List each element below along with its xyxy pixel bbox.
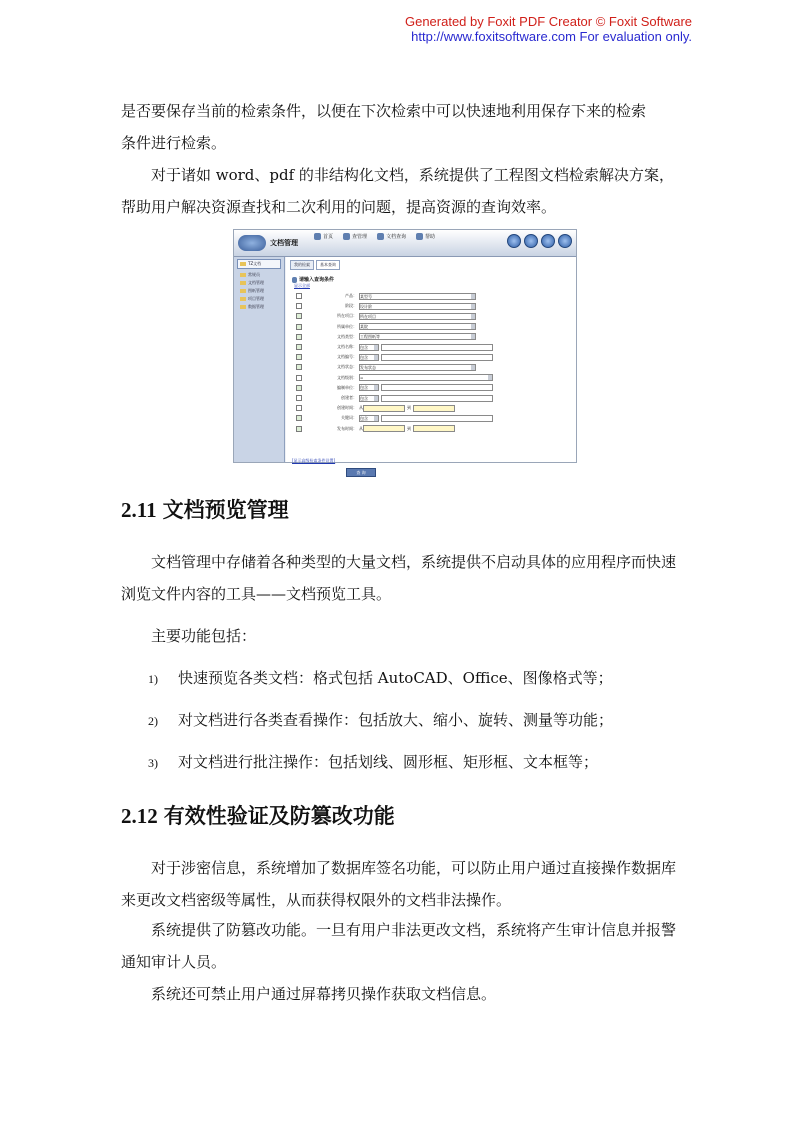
section-2-12-paragraph-2: 系统提供了防篡改功能。一旦有用户非法更改文档，系统将产生审计信息并报警通知审计人员。: [121, 921, 677, 971]
form-row: [294, 292, 476, 300]
operator-select[interactable]: 包含: [359, 384, 379, 391]
field-label: 阶段：: [345, 303, 357, 309]
field-input[interactable]: [381, 415, 493, 422]
field-input[interactable]: [381, 395, 493, 402]
list-item: [148, 667, 613, 688]
field-select[interactable]: =: [359, 374, 493, 381]
list-number: 1): [148, 672, 158, 686]
tab-basic-query[interactable]: 基本查询: [316, 260, 340, 270]
form-row: [294, 425, 455, 433]
field-select[interactable]: 发布状态: [359, 364, 476, 371]
list-item: [148, 751, 598, 772]
form-row: [294, 302, 476, 310]
screenshot-app-title: 文档管理: [270, 239, 298, 247]
document-icon: [292, 277, 297, 283]
field-label: 发布时间：: [337, 425, 357, 431]
field-label: 文档名称：: [337, 344, 357, 349]
screenshot-header: [234, 230, 576, 257]
folder-icon: [240, 273, 246, 277]
section-2-11-paragraph: 文档管理中存储着各种类型的大量文档，系统提供不启动具体的应用程序而快速浏览文件内容的工具——文档预览工具。: [121, 553, 677, 603]
info-icon: [416, 233, 423, 240]
field-label: 文档类型：: [337, 333, 357, 339]
sidebar-item[interactable]: 文档管理: [234, 279, 284, 287]
list-text: 快速预览各类文档：格式包括 AutoCAD、Office、图像格式等；: [178, 669, 613, 687]
form-row: [294, 343, 493, 351]
screenshot-nav-buttons: [507, 234, 572, 248]
field-label: 关键词：: [341, 415, 357, 421]
field-select[interactable]: 某院: [359, 323, 476, 330]
form-row: [294, 363, 476, 371]
nav-query[interactable]: 文档查询: [377, 233, 406, 240]
screenshot-sidebar: [234, 257, 285, 462]
back-arrow-icon[interactable]: [524, 234, 538, 248]
date-from-label: 从: [359, 405, 363, 411]
sidebar-item[interactable]: 项目管理: [234, 295, 284, 303]
folder-icon: [240, 262, 246, 266]
form-row: [294, 323, 476, 331]
list-item: [148, 709, 613, 730]
help-icon[interactable]: [558, 234, 572, 248]
nav-help[interactable]: 帮助: [416, 233, 435, 240]
up-arrow-icon[interactable]: [507, 234, 521, 248]
field-label: 产品：: [345, 293, 357, 298]
field-label: 所在项目：: [337, 313, 357, 319]
list-number: 3): [148, 756, 158, 770]
date-to-input[interactable]: [413, 405, 455, 412]
form-row: [294, 353, 493, 361]
date-from-input[interactable]: [363, 405, 405, 412]
home-icon: [314, 233, 321, 240]
date-separator: 到: [407, 425, 411, 431]
screenshot-nav: [314, 233, 435, 240]
sidebar-item[interactable]: 图纸管理: [234, 287, 284, 295]
query-button[interactable]: 查 询: [346, 468, 376, 477]
section-2-11-heading: [121, 494, 289, 524]
operator-select[interactable]: 包含: [359, 395, 379, 402]
screenshot-main: [286, 257, 576, 475]
form-row: [294, 384, 493, 392]
form-row: [294, 312, 476, 320]
sidebar-item[interactable]: 数据管理: [234, 303, 284, 311]
form-row: [294, 394, 493, 402]
watermark: [405, 14, 692, 44]
tab-my-search[interactable]: 我的检索: [290, 260, 314, 270]
section-title: 有效性验证及防篡改功能: [163, 804, 395, 828]
date-to-input[interactable]: [413, 425, 455, 432]
section-2-12-heading: [121, 800, 395, 830]
date-separator: 到: [407, 405, 411, 411]
date-from-label: 从: [359, 425, 363, 431]
paragraph-1-line-1: 是否要保存当前的检索条件，以便在下次检索中可以快速地利用保存下来的检索: [121, 102, 647, 120]
folder-icon: [240, 281, 246, 285]
watermark-line1: Generated by Foxit PDF Creator © Foxit Software: [404, 14, 692, 29]
paragraph-2: 对于诸如 word、pdf 的非结构化文档，系统提供了工程图文档检索解决方案，帮助用户解决资源查找和二次利用的问题，提高资源的查询效率。: [121, 166, 674, 216]
form-row: [294, 374, 493, 382]
folder-icon: [240, 297, 246, 301]
field-label: 所属单位：: [337, 323, 357, 329]
manage-icon: [343, 233, 350, 240]
field-label: 文档状态：: [337, 364, 357, 370]
form-row: [294, 333, 476, 341]
field-label: 编制单位：: [337, 384, 357, 390]
screenshot-tabs: [286, 257, 576, 270]
field-select[interactable]: 设计阶: [359, 303, 476, 310]
field-label: 文档编号：: [337, 354, 357, 360]
section-2-11-intro: 主要功能包括：: [151, 627, 257, 645]
section-number: 2.11: [121, 498, 157, 522]
app-logo: [238, 235, 266, 251]
binoculars-icon: [377, 233, 384, 240]
field-input[interactable]: [381, 384, 493, 391]
sidebar-item-root[interactable]: TZ文档: [237, 259, 281, 269]
section-number: 2.12: [121, 804, 158, 828]
field-label: 文档级别：: [337, 374, 357, 380]
forward-arrow-icon[interactable]: [541, 234, 555, 248]
list-text: 对文档进行批注操作：包括划线、圆形框、矩形框、文本框等；: [178, 753, 599, 771]
folder-icon: [240, 289, 246, 293]
field-input[interactable]: [381, 344, 493, 351]
field-input[interactable]: [381, 354, 493, 361]
field-label: 创建者：: [341, 395, 357, 400]
show-all-link[interactable]: 显示全部: [294, 283, 310, 288]
list-number: 2): [148, 714, 158, 728]
operator-select[interactable]: 包含: [359, 415, 379, 422]
folder-icon: [240, 305, 246, 309]
form-row: [294, 404, 455, 412]
nav-manage[interactable]: 查管理: [343, 233, 367, 240]
operator-select[interactable]: 包含: [359, 354, 379, 361]
field-label: 创建时间：: [337, 405, 357, 411]
paragraph-1-line-2: 条件进行检索。: [121, 134, 227, 152]
watermark-line2: http://www.foxitsoftware.com For evaluation only.: [411, 29, 692, 44]
date-from-input[interactable]: [363, 425, 405, 432]
form-row: [294, 414, 493, 422]
advanced-conditions-link[interactable]: [显示高级检索条件设置]: [292, 458, 336, 463]
section-2-12-paragraph-1: 对于涉密信息，系统增加了数据库签名功能，可以防止用户通过直接操作数据库来更改文档密级等属性，从而获得权限外的文档非法操作。: [121, 859, 677, 909]
section-title: 文档预览管理: [162, 498, 289, 522]
list-text: 对文档进行各类查看操作：包括放大、缩小、旋转、测量等功能；: [178, 711, 614, 729]
sidebar-item[interactable]: 常规员: [234, 271, 284, 279]
operator-select[interactable]: 包含: [359, 344, 379, 351]
field-select[interactable]: 工程图纸等: [359, 333, 476, 340]
field-select[interactable]: 某型号: [359, 293, 476, 300]
form-title: 请输入查询条件: [292, 276, 334, 283]
field-select[interactable]: 所在项目: [359, 313, 476, 320]
section-2-12-paragraph-3: 系统还可禁止用户通过屏幕拷贝操作获取文档信息。: [151, 985, 497, 1003]
nav-home[interactable]: 首页: [314, 233, 333, 240]
embedded-screenshot: [233, 229, 577, 475]
